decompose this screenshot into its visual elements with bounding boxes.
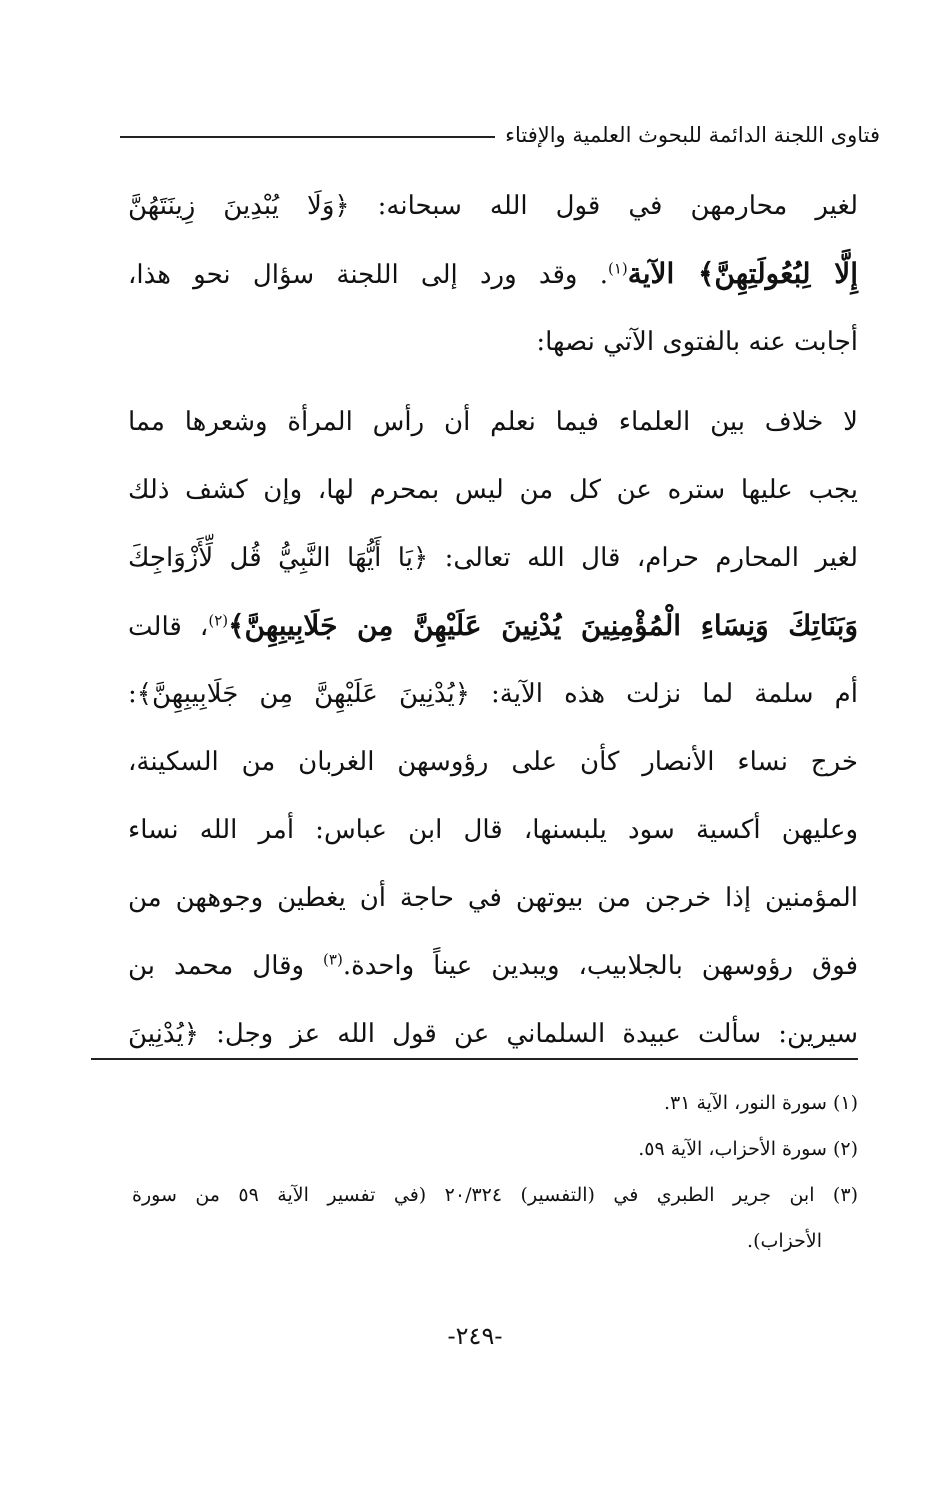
body-line-4: لا خلاف بين العلماء فيما نعلم أن رأس المرأة وشعرها مما <box>128 407 858 437</box>
footnote-3-cont: الأحزاب). <box>747 1230 822 1252</box>
footnote-separator <box>91 1058 858 1060</box>
body-line-1: لغير محارمهن في قول الله سبحانه: ﴿وَلَا يُبْدِينَ زِينَتَهُنَّ <box>128 191 858 221</box>
body-line-2 <box>128 240 858 308</box>
header-rule <box>120 136 495 138</box>
footnote-3: (٣) ابن جرير الطبري في (التفسير) ٢٠/٣٢٤ (في تفسير الآية ٥٩ من سورة <box>132 1184 858 1206</box>
body-line-12-cont: وقال محمد بن <box>128 951 324 981</box>
footnote-1: (١) سورة النور، الآية ٣١. <box>663 1092 858 1114</box>
footnote-ref-2: (٢) <box>208 611 229 630</box>
body-line-12 <box>128 932 858 1000</box>
body-line-11: المؤمنين إذا خرجن من بيوتهن في حاجة أن يغطين وجوههن من <box>128 883 858 913</box>
quran-verse: إِلَّا لِبُعُولَتِهِنَّ﴾ الآية <box>627 257 858 290</box>
body-text <box>128 172 858 1068</box>
running-header <box>120 118 880 152</box>
body-line-13: سيرين: سألت عبيدة السلماني عن قول الله عز وجل: ﴿يُدْنِينَ <box>128 1019 858 1049</box>
body-line-5: يجب عليها ستره عن كل من ليس بمحرم لها، وإن كشف ذلك <box>128 475 858 505</box>
body-line-10: وعليهن أكسية سود يلبسنها، قال ابن عباس: أمر الله نساء <box>128 815 858 845</box>
footnote-2: (٢) سورة الأحزاب، الآية ٥٩. <box>638 1138 858 1160</box>
footnotes <box>132 1080 858 1264</box>
body-line-8: أم سلمة لما نزلت هذه الآية: ﴿يُدْنِينَ عَلَيْهِنَّ مِن جَلَابِيبِهِنَّ﴾: <box>128 679 858 709</box>
body-line-12-text: فوق رؤوسهن بالجلابيب، ويبدين عيناً واحدة. <box>342 951 858 981</box>
footnote-ref-1: (١) <box>607 259 628 278</box>
body-line-2-cont: . وقد ورد إلى اللجنة سؤال نحو هذا، <box>128 260 608 290</box>
footnote-ref-3: (٣) <box>323 950 343 969</box>
body-line-6: لغير المحارم حرام، قال الله تعالى: ﴿يَا أَيُّهَا النَّبِيُّ قُل لِّأَزْوَاجِكَ <box>128 543 858 573</box>
body-line-7-cont: ، قالت <box>128 612 209 642</box>
header-title: فتاوى اللجنة الدائمة للبحوث العلمية والإفتاء <box>505 123 880 147</box>
page-number: -٢٤٩- <box>447 1322 503 1350</box>
body-line-3: أجابت عنه بالفتوى الآتي نصها: <box>536 327 858 357</box>
body-line-7 <box>128 592 858 660</box>
body-line-9: خرج نساء الأنصار كأن على رؤوسهن الغربان من السكينة، <box>128 747 858 777</box>
quran-verse: وَبَنَاتِكَ وَنِسَاءِ الْمُؤْمِنِينَ يُدْنِينَ عَلَيْهِنَّ مِن جَلَابِيبِهِنَّ﴾ <box>228 609 858 642</box>
